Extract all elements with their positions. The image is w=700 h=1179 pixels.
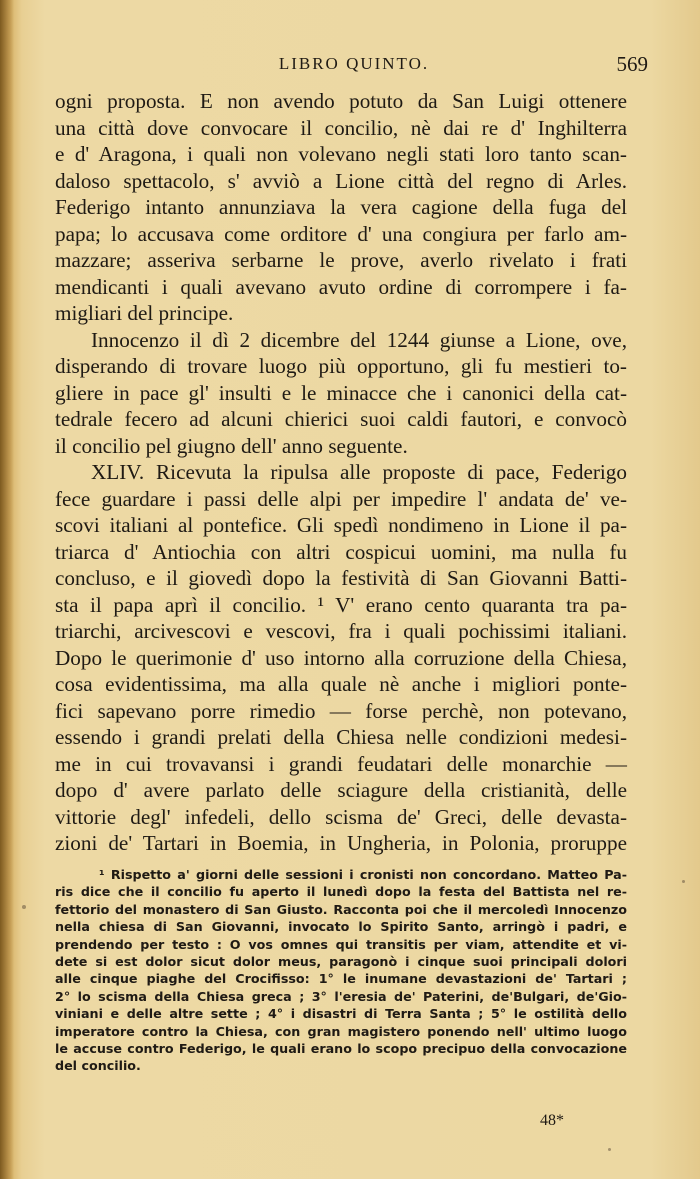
text-line: concluso, e il giovedì dopo la festività di San Giovanni Batti- — [55, 566, 627, 590]
paper-speck — [22, 905, 26, 909]
footnotes — [55, 866, 627, 1075]
text-line: sta il papa aprì il concilio. ¹ V' erano cento quaranta tra pa- — [55, 592, 627, 617]
text-line: migliari del principe. — [55, 301, 234, 325]
text-line: disperando di trovare luogo più opportuno, gli fu mestieri to- — [55, 354, 627, 378]
main-text — [55, 88, 627, 857]
text-line: papa; lo accusava come orditore d' una congiura per farlo am- — [55, 221, 627, 246]
text-line: una città dove convocare il concilio, nè dai re d' Inghilterra — [55, 115, 627, 140]
text-line: XLIV. Ricevuta la ripulsa alle proposte di pace, Federigo — [91, 460, 627, 484]
text-line: tedrale fecero ad alcuni chierici suoi caldi fautori, e convocò — [55, 407, 627, 431]
footnote-line: imperatore contro la Chiesa, con gran magistero ponendo nell' ultimo luogo — [55, 1023, 627, 1039]
footnote-line: alle cinque piaghe del Crocifisso: 1° le inumane devastazioni de' Tartari ; — [55, 971, 627, 987]
footnote-line: nella chiesa di San Giovanni, invocato lo Spirito Santo, arringò i padri, e — [55, 919, 627, 935]
text-line: vittorie degl' infedeli, dello scisma de' Greci, delle devasta- — [55, 804, 627, 829]
footnote-line: 2° lo scisma della Chiesa greca ; 3° l'eresia de' Paterini, de'Bulgari, de'Gio- — [55, 988, 627, 1004]
text-line: il concilio pel giugno dell' anno seguente. — [55, 433, 408, 458]
paper-speck — [682, 880, 685, 883]
footnote-line: fettorio del monastero di San Giusto. Racconta poi che il mercoledì Innocenzo — [55, 901, 627, 917]
text-line: Dopo le querimonie d' uso intorno alla corruzione della Chiesa, — [55, 645, 627, 670]
footnote-line: ¹ Rispetto a' giorni delle sessioni i cronisti non concordano. Matteo Pa- — [99, 867, 627, 882]
text-line: mendicanti i quali avevano avuto ordine di corrompere i fa- — [55, 274, 627, 299]
text-line: ogni proposta. E non avendo potuto da San Luigi ottenere — [55, 89, 627, 113]
text-line: daloso spettacolo, s' avviò a Lione città del regno di Arles. — [55, 168, 627, 193]
text-line: essendo i grandi prelati della Chiesa nelle condizioni medesi- — [55, 725, 627, 749]
page-number: 569 — [616, 52, 648, 76]
footnote-line: le accuse contro Federigo, le quali erano lo scopo precipuo della convocazione — [55, 1041, 627, 1057]
text-line: gliere in pace gl' insulti e le minacce che i canonici della cat- — [55, 380, 627, 405]
text-line: triarchi, arcivescovi e vescovi, fra i quali pochissimi italiani. — [55, 619, 627, 643]
footnote-line: prendendo per testo : O vos omnes qui transitis per viam, attendite et vi- — [55, 936, 627, 952]
text-line: Innocenzo il dì 2 dicembre del 1244 giunse a Lione, ove, — [91, 327, 627, 352]
text-line: scovi italiani al pontefice. Gli spedì nondimeno in Lione il pa- — [55, 513, 627, 537]
text-line: dopo d' avere parlato delle sciagure della cristianità, delle — [55, 778, 627, 802]
footnote-line: dete si est dolor sicut dolor meus, paragonò i cinque suoi principali dolori — [55, 954, 627, 970]
text-line: mazzare; asseriva serbarne le prove, averlo rivelato i frati — [55, 248, 627, 272]
text-line: e d' Aragona, i quali non volevano negli stati loro tanto scan- — [55, 142, 627, 166]
text-line: cosa evidentissima, ma alla quale nè anche i migliori ponte- — [55, 672, 627, 696]
footnote-line: viniani e delle altre sette ; 4° i disastri di Terra Santa ; 5° le ostilità dello — [55, 1006, 627, 1022]
text-line: Federigo intanto annunziava la vera cagione della fuga del — [55, 195, 627, 219]
signature-mark: 48* — [540, 1112, 564, 1129]
running-title: LIBRO QUINTO. — [278, 54, 430, 73]
page-header — [60, 54, 648, 80]
text-line: triarca d' Antiochia con altri cospicui uomini, ma nulla fu — [55, 539, 627, 564]
text-line: zioni de' Tartari in Boemia, in Ungheria, in Polonia, proruppe — [55, 831, 627, 855]
paper-speck — [608, 1148, 611, 1151]
text-line: me in cui trovavansi i grandi feudatari delle monarchie — — [55, 751, 627, 776]
text-line: fece guardare i passi delle alpi per impedire l' andata de' ve- — [55, 486, 627, 511]
text-line: fici sapevano porre rimedio — forse perchè, non potevano, — [55, 698, 627, 723]
footnote-line: del concilio. — [55, 1058, 141, 1074]
footnote-line: ris dice che il concilio fu aperto il lunedì dopo la festa del Battista nel re- — [55, 884, 627, 900]
page-binding-edge — [0, 0, 14, 1179]
